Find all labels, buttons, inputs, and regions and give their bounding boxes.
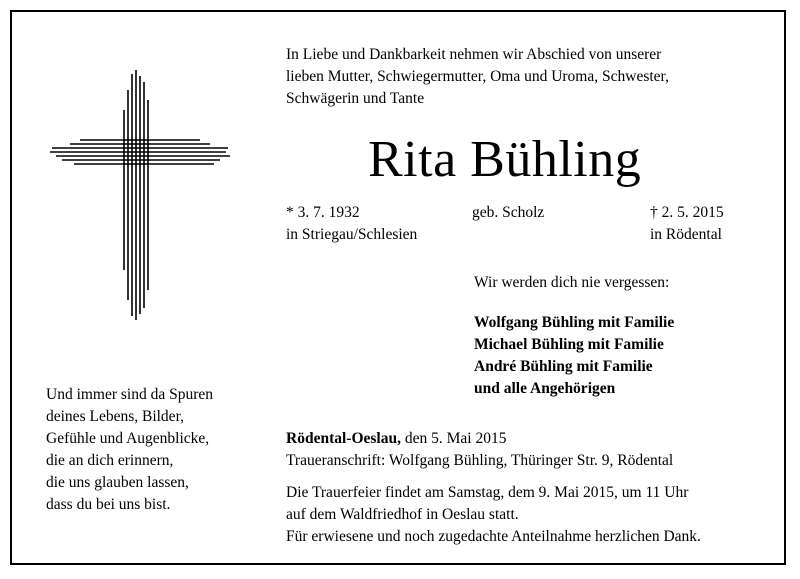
footer-date: den 5. Mai 2015 [400, 430, 507, 447]
intro-line-2: lieben Mutter, Schwiegermutter, Oma und Uroma, Schwester, [286, 68, 669, 85]
never-forget-line: Wir werden dich nie vergessen: [474, 274, 670, 291]
intro-line-3: Schwägerin und Tante [286, 90, 425, 107]
birth-place: in Striegau/Schlesien [286, 226, 418, 243]
footer-service-line-1: Die Trauerfeier findet am Samstag, dem 9. Mai 2015, um 11 Uhr [286, 484, 689, 501]
birth-date: * 3. 7. 1932 [286, 204, 360, 221]
cross-icon [50, 70, 230, 320]
death-date: † 2. 5. 2015 [650, 204, 724, 221]
poem-line-4: die an dich erinnern, [46, 452, 174, 469]
mourner-3: André Bühling mit Familie [474, 358, 653, 375]
footer-address: Traueranschrift: Wolfgang Bühling, Thüringer Str. 9, Rödental [286, 452, 674, 469]
footer-place-date [286, 428, 506, 450]
mourner-2: Michael Bühling mit Familie [474, 336, 664, 353]
poem-line-3: Gefühle und Augenblicke, [46, 430, 210, 447]
poem-line-1: Und immer sind da Spuren [46, 386, 214, 403]
footer-service-line-2: auf dem Waldfriedhof in Oeslau statt. [286, 506, 519, 523]
poem-line-5: die uns glauben lassen, [46, 474, 189, 491]
mourner-4: und alle Angehörigen [474, 380, 616, 397]
death-place: in Rödental [650, 226, 722, 243]
poem-line-2: deines Lebens, Bilder, [46, 408, 184, 425]
footer-place: Rödental-Oeslau, [286, 430, 401, 447]
deceased-name: Rita Bühling [368, 131, 642, 188]
maiden-name: geb. Scholz [472, 204, 545, 221]
footer-thanks: Für erwiesene und noch zugedachte Anteilnahme herzlichen Dank. [286, 528, 701, 545]
poem-line-6: dass du bei uns bist. [46, 496, 171, 513]
intro-line-1: In Liebe und Dankbarkeit nehmen wir Abschied von unserer [286, 46, 662, 63]
mourner-1: Wolfgang Bühling mit Familie [474, 314, 675, 331]
